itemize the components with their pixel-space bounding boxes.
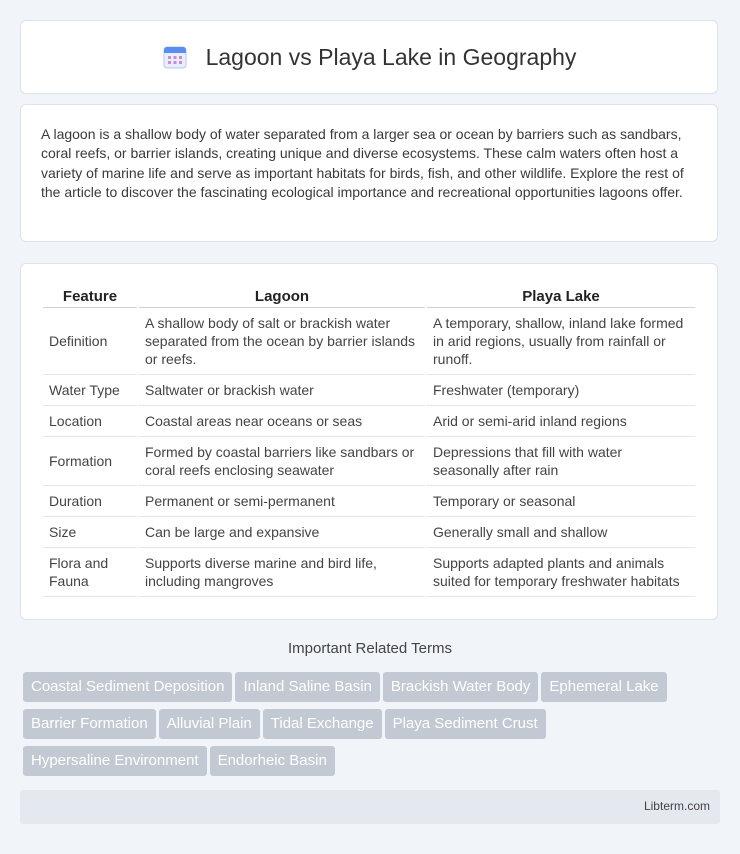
table-row <box>43 548 695 597</box>
playa-cell: Temporary or seasonal <box>427 486 695 517</box>
playa-cell: Depressions that fill with water seasonally after rain <box>427 437 695 486</box>
header-playa-lake: Playa Lake <box>427 284 695 308</box>
feature-cell: Water Type <box>43 375 137 406</box>
lagoon-cell: Permanent or semi-permanent <box>139 486 425 517</box>
comparison-table <box>41 284 697 597</box>
table-row <box>43 308 695 375</box>
lagoon-cell: Can be large and expansive <box>139 517 425 548</box>
intro-card <box>20 104 718 242</box>
table-row <box>43 517 695 548</box>
feature-cell: Duration <box>43 486 137 517</box>
title-card <box>20 20 718 94</box>
related-term-tag[interactable]: Playa Sediment Crust <box>385 709 546 739</box>
playa-cell: Freshwater (temporary) <box>427 375 695 406</box>
footer <box>20 790 720 824</box>
feature-cell: Size <box>43 517 137 548</box>
related-term-tag[interactable]: Hypersaline Environment <box>23 746 207 776</box>
table-row <box>43 486 695 517</box>
footer-brand[interactable]: Libterm.com <box>643 799 710 813</box>
lagoon-cell: Formed by coastal barriers like sandbars or coral reefs enclosing seawater <box>139 437 425 486</box>
feature-cell: Location <box>43 406 137 437</box>
table-header-row <box>43 284 695 308</box>
header-feature: Feature <box>43 284 137 308</box>
header-lagoon: Lagoon <box>139 284 425 308</box>
related-term-tag[interactable]: Coastal Sediment Deposition <box>23 672 232 702</box>
playa-cell: A temporary, shallow, inland lake formed in arid regions, usually from rainfall or runoff. <box>427 308 695 375</box>
related-term-tag[interactable]: Inland Saline Basin <box>235 672 379 702</box>
lagoon-cell: Saltwater or brackish water <box>139 375 425 406</box>
calendar-icon <box>162 44 188 70</box>
related-term-tag[interactable]: Alluvial Plain <box>159 709 260 739</box>
playa-cell: Supports adapted plants and animals suited for temporary freshwater habitats <box>427 548 695 597</box>
lagoon-cell: A shallow body of salt or brackish water separated from the ocean by barrier islands or reefs. <box>139 308 425 375</box>
related-term-tag[interactable]: Tidal Exchange <box>263 709 382 739</box>
playa-cell: Generally small and shallow <box>427 517 695 548</box>
related-terms-title: Important Related Terms <box>288 640 452 657</box>
table-row <box>43 406 695 437</box>
page-title: Lagoon vs Playa Lake in Geography <box>205 43 577 70</box>
playa-cell: Arid or semi-arid inland regions <box>427 406 695 437</box>
related-term-tag[interactable]: Ephemeral Lake <box>541 672 666 702</box>
comparison-card <box>20 263 718 620</box>
table-row <box>43 375 695 406</box>
lagoon-cell: Supports diverse marine and bird life, including mangroves <box>139 548 425 597</box>
intro-text: A lagoon is a shallow body of water separated from a larger sea or ocean by barriers such as sandbars, coral reefs, or barrier islands, creating unique and diverse ecosystems. These calm waters often host a variety of marine life and serve as important habitats for birds, fish, and other wildlife. Explore the rest of the article to discover the fascinating ecological importance and recreational opportunities lagoons offer. <box>41 126 684 201</box>
related-term-tag[interactable]: Barrier Formation <box>23 709 156 739</box>
related-term-tag[interactable]: Endorheic Basin <box>210 746 335 776</box>
related-terms-list <box>23 672 723 783</box>
feature-cell: Formation <box>43 437 137 486</box>
table-row <box>43 437 695 486</box>
feature-cell: Definition <box>43 308 137 375</box>
related-term-tag[interactable]: Brackish Water Body <box>383 672 539 702</box>
lagoon-cell: Coastal areas near oceans or seas <box>139 406 425 437</box>
feature-cell: Flora and Fauna <box>43 548 137 597</box>
